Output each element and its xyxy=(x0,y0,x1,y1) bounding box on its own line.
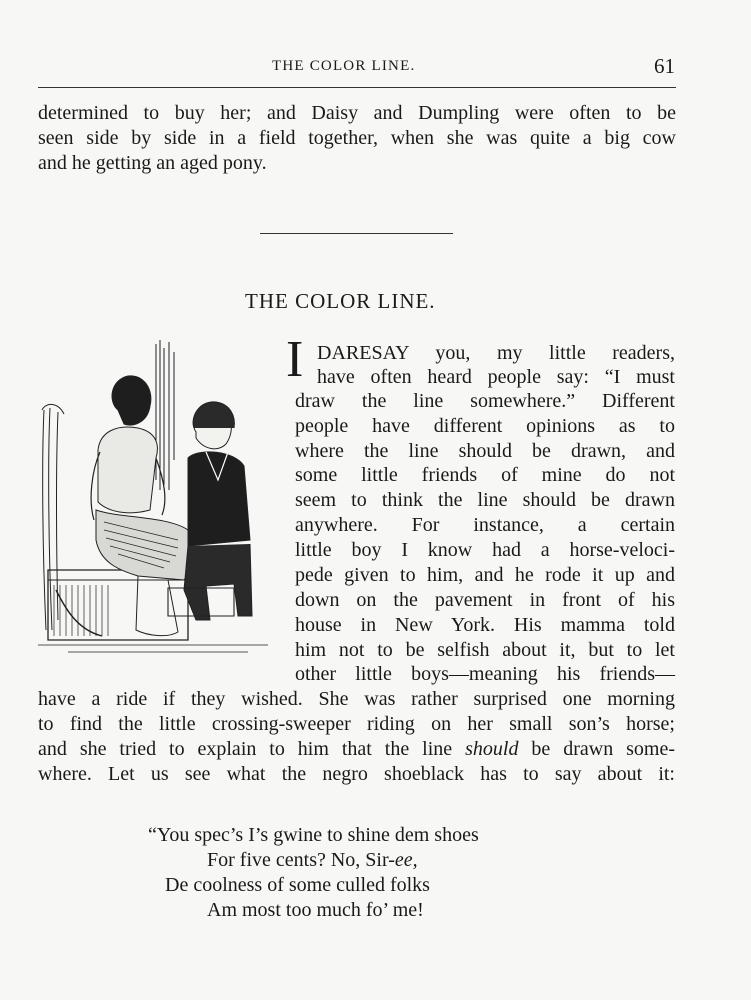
body-line: pede given to him, and he rode it up and xyxy=(295,564,675,586)
shoeblack-and-boy-illustration xyxy=(38,340,284,660)
chapter-title: THE COLOR LINE. xyxy=(245,289,436,313)
intro-line: seen side by side in a field together, when she was quite a big cow xyxy=(38,127,676,149)
body-line: little boy I know had a horse-veloci- xyxy=(295,539,675,561)
body-line: some little friends of mine do not xyxy=(295,464,675,486)
body-line: seem to think the line should be drawn xyxy=(295,489,675,511)
intro-line: determined to buy her; and Daisy and Dumpling were often to be xyxy=(38,102,676,124)
intro-line: and he getting an aged pony. xyxy=(38,152,267,174)
text-segment: be drawn some- xyxy=(518,738,676,760)
poem-line xyxy=(207,848,418,872)
text-segment: For five cents? No, Sir- xyxy=(207,849,395,871)
running-title: THE COLOR LINE. xyxy=(272,58,416,74)
chapter-second-line: have often heard people say: “I must xyxy=(317,366,675,388)
body-line: other little boys—meaning his friends— xyxy=(295,663,675,685)
body-line: draw the line somewhere.” Different xyxy=(295,390,675,412)
body-line: people have different opinions as to xyxy=(295,415,675,437)
body-line: have a ride if they wished. She was rather surprised one morning xyxy=(38,688,675,710)
body-line: house in New York. His mamma told xyxy=(295,614,675,636)
section-divider xyxy=(260,233,453,234)
text-segment: and she tried to explain to him that the line xyxy=(38,738,466,760)
body-line: down on the pavement in front of his xyxy=(295,589,675,611)
emphasized-word: should xyxy=(465,738,519,760)
body-line: to find the little crossing-sweeper riding on her small son’s horse; xyxy=(38,713,675,735)
body-line: where. Let us see what the negro shoeblack has to say about it: xyxy=(38,763,675,785)
header-rule xyxy=(38,87,676,88)
body-line: him not to be selfish about it, but to let xyxy=(295,639,675,661)
chapter-first-line: DARESAY you, my little readers, xyxy=(317,342,675,364)
poem-line: Am most too much fo’ me! xyxy=(207,899,424,921)
page-number: 61 xyxy=(654,54,675,78)
emphasized-word: ee, xyxy=(394,849,418,871)
drop-cap: I xyxy=(286,331,304,388)
body-line-with-emphasis xyxy=(38,737,675,761)
poem-line: De coolness of some culled folks xyxy=(165,874,430,896)
body-line: anywhere. For instance, a certain xyxy=(295,514,675,536)
body-line: where the line should be drawn, and xyxy=(295,440,675,462)
poem-line: “You spec’s I’s gwine to shine dem shoes xyxy=(148,824,479,846)
